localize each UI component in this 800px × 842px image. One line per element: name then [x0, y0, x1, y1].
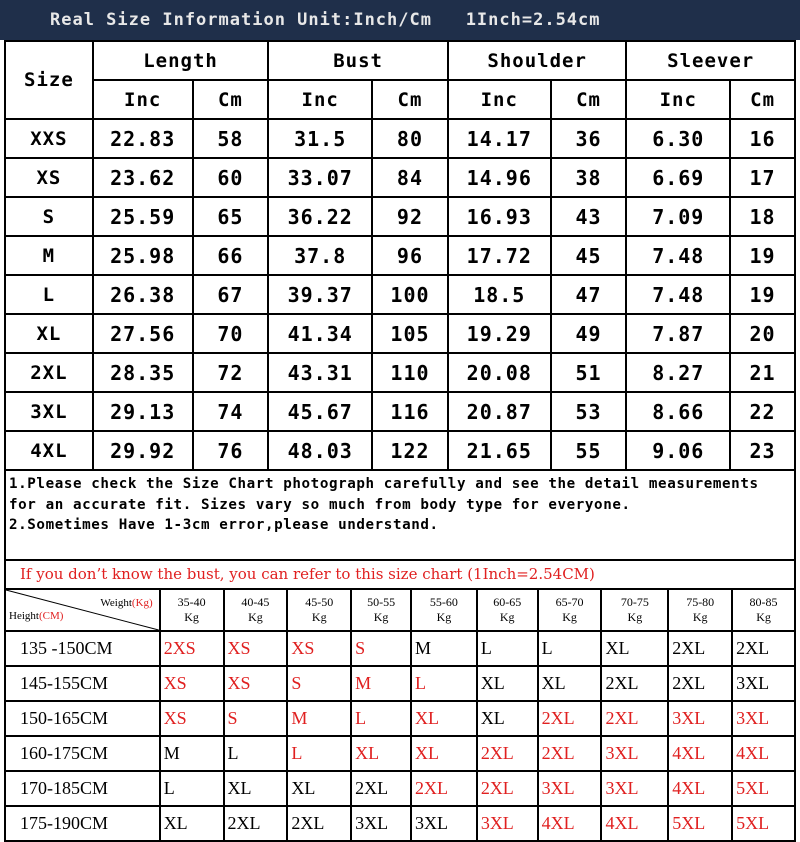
unit-inc-header: Inc — [626, 80, 730, 119]
size-row — [5, 119, 795, 158]
recommended-size-cell: 4XL — [601, 806, 668, 841]
size-row — [5, 236, 795, 275]
inch-value-cell: 16.93 — [448, 197, 551, 236]
height-weight-reference-table — [4, 588, 796, 842]
cm-value-cell: 36 — [551, 119, 627, 158]
recommended-size-cell: 2XL — [601, 666, 668, 701]
weight-range: 50-55 — [367, 595, 396, 609]
recommended-size-cell: L — [477, 631, 538, 666]
inch-value-cell: 8.66 — [626, 392, 730, 431]
recommended-size-cell: 3XL — [732, 701, 795, 736]
recommended-size-cell: XS — [224, 666, 288, 701]
inch-value-cell: 41.34 — [268, 314, 372, 353]
size-cell: XS — [5, 158, 93, 197]
recommended-size-cell: XL — [351, 736, 411, 771]
cm-value-cell: 122 — [372, 431, 448, 470]
inch-value-cell: 7.48 — [626, 236, 730, 275]
weight-range-header — [601, 589, 668, 631]
weight-unit: Kg — [311, 610, 327, 624]
recommended-size-cell: 2XL — [601, 701, 668, 736]
unit-inc-header: Inc — [448, 80, 551, 119]
inch-value-cell: 36.22 — [268, 197, 372, 236]
recommended-size-cell: XL — [477, 666, 538, 701]
size-row — [5, 275, 795, 314]
recommended-size-cell: 3XL — [477, 806, 538, 841]
size-cell: XL — [5, 314, 93, 353]
inch-value-cell: 17.72 — [448, 236, 551, 275]
weight-unit: Kg — [373, 610, 389, 624]
reference-row — [5, 736, 795, 771]
size-row — [5, 392, 795, 431]
weight-range: 55-60 — [429, 595, 458, 609]
cm-value-cell: 43 — [551, 197, 627, 236]
weight-range: 60-65 — [493, 595, 522, 609]
size-row — [5, 197, 795, 236]
recommended-size-cell: L — [411, 666, 477, 701]
cm-value-cell: 21 — [730, 353, 795, 392]
recommended-size-cell: S — [224, 701, 288, 736]
size-row — [5, 158, 795, 197]
cm-value-cell: 74 — [193, 392, 269, 431]
recommended-size-cell: 5XL — [732, 771, 795, 806]
recommended-size-cell: 2XL — [732, 631, 795, 666]
cm-value-cell: 55 — [551, 431, 627, 470]
cm-value-cell: 60 — [193, 158, 269, 197]
unit-inc-header: Inc — [268, 80, 372, 119]
inch-value-cell: 25.59 — [93, 197, 193, 236]
size-row — [5, 353, 795, 392]
cm-value-cell: 65 — [193, 197, 269, 236]
weight-range-header — [668, 589, 732, 631]
recommended-size-cell: XL — [160, 806, 224, 841]
cm-value-cell: 22 — [730, 392, 795, 431]
weight-range: 75-80 — [686, 595, 715, 609]
reference-row — [5, 771, 795, 806]
inch-value-cell: 48.03 — [268, 431, 372, 470]
unit-cm-header: Cm — [193, 80, 269, 119]
inch-value-cell: 21.65 — [448, 431, 551, 470]
recommended-size-cell: M — [287, 701, 351, 736]
size-row — [5, 314, 795, 353]
cm-value-cell: 51 — [551, 353, 627, 392]
cm-value-cell: 58 — [193, 119, 269, 158]
cm-value-cell: 110 — [372, 353, 448, 392]
inch-value-cell: 19.29 — [448, 314, 551, 353]
inch-value-cell: 28.35 — [93, 353, 193, 392]
inch-value-cell: 7.09 — [626, 197, 730, 236]
recommended-size-cell: 4XL — [668, 771, 732, 806]
cm-value-cell: 49 — [551, 314, 627, 353]
weight-unit: Kg — [627, 610, 643, 624]
recommended-size-cell: M — [160, 736, 224, 771]
sleever-header: Sleever — [626, 41, 795, 80]
recommended-size-cell: XS — [287, 631, 351, 666]
cm-value-cell: 96 — [372, 236, 448, 275]
length-header: Length — [93, 41, 269, 80]
inch-value-cell: 27.56 — [93, 314, 193, 353]
inch-value-cell: 43.31 — [268, 353, 372, 392]
size-cell: M — [5, 236, 93, 275]
size-cell: 4XL — [5, 431, 93, 470]
recommended-size-cell: 2XL — [477, 771, 538, 806]
recommended-size-cell: 4XL — [538, 806, 602, 841]
recommended-size-cell: XS — [160, 666, 224, 701]
recommended-size-cell: XL — [411, 736, 477, 771]
height-label: Height(CM) — [9, 610, 64, 622]
weight-range: 80-85 — [749, 595, 778, 609]
weight-unit: Kg — [562, 610, 577, 624]
inch-value-cell: 39.37 — [268, 275, 372, 314]
weight-unit: Kg — [436, 610, 452, 624]
weight-range: 45-50 — [305, 595, 334, 609]
cm-value-cell: 76 — [193, 431, 269, 470]
recommended-size-cell: M — [411, 631, 477, 666]
recommended-size-cell: L — [287, 736, 351, 771]
recommended-size-cell: 3XL — [351, 806, 411, 841]
inch-value-cell: 18.5 — [448, 275, 551, 314]
cm-value-cell: 70 — [193, 314, 269, 353]
inch-value-cell: 25.98 — [93, 236, 193, 275]
cm-value-cell: 23 — [730, 431, 795, 470]
bust-header: Bust — [268, 41, 448, 80]
cm-value-cell: 47 — [551, 275, 627, 314]
cm-value-cell: 66 — [193, 236, 269, 275]
recommended-size-cell: 2XL — [668, 631, 732, 666]
height-range-cell: 160-175CM — [5, 736, 160, 771]
size-header: Size — [5, 41, 93, 119]
recommended-size-cell: 2XL — [668, 666, 732, 701]
weight-unit: Kg — [248, 610, 263, 624]
inch-value-cell: 6.30 — [626, 119, 730, 158]
note-1: 1.Please check the Size Chart photograph carefully and see the detail measurements for an accurate fit. Sizes vary so much from body type for everyone. — [9, 476, 759, 513]
weight-label: Weight(Kg) — [100, 597, 153, 609]
weight-unit: Kg — [184, 610, 199, 624]
recommended-size-cell: 2XL — [477, 736, 538, 771]
inch-value-cell: 8.27 — [626, 353, 730, 392]
cm-value-cell: 53 — [551, 392, 627, 431]
recommended-size-cell: L — [160, 771, 224, 806]
recommended-size-cell: XS — [160, 701, 224, 736]
inch-value-cell: 20.87 — [448, 392, 551, 431]
weight-range-header — [224, 589, 288, 631]
recommended-size-cell: 4XL — [732, 736, 795, 771]
inch-value-cell: 29.13 — [93, 392, 193, 431]
inch-value-cell: 37.8 — [268, 236, 372, 275]
size-cell: L — [5, 275, 93, 314]
cm-value-cell: 100 — [372, 275, 448, 314]
corner-header — [5, 589, 160, 631]
reference-row — [5, 701, 795, 736]
recommended-size-cell: L — [538, 631, 602, 666]
inch-value-cell: 45.67 — [268, 392, 372, 431]
recommended-size-cell: 3XL — [601, 771, 668, 806]
weight-unit: Kg — [756, 610, 771, 624]
recommended-size-cell: L — [351, 701, 411, 736]
reference-row — [5, 666, 795, 701]
inch-value-cell: 22.83 — [93, 119, 193, 158]
weight-range-header — [287, 589, 351, 631]
cm-value-cell: 105 — [372, 314, 448, 353]
cm-value-cell: 19 — [730, 236, 795, 275]
cm-value-cell: 20 — [730, 314, 795, 353]
inch-value-cell: 20.08 — [448, 353, 551, 392]
unit-cm-header: Cm — [551, 80, 627, 119]
recommended-size-cell: 2XL — [224, 806, 288, 841]
cm-value-cell: 16 — [730, 119, 795, 158]
inch-value-cell: 7.87 — [626, 314, 730, 353]
inch-value-cell: 9.06 — [626, 431, 730, 470]
recommended-size-cell: 2XL — [538, 736, 602, 771]
recommended-size-cell: XL — [477, 701, 538, 736]
cm-value-cell: 92 — [372, 197, 448, 236]
inch-value-cell: 33.07 — [268, 158, 372, 197]
note-2: 2.Sometimes Have 1-3cm error,please understand. — [9, 517, 439, 533]
recommended-size-cell: 3XL — [411, 806, 477, 841]
recommended-size-cell: 5XL — [732, 806, 795, 841]
shoulder-header: Shoulder — [448, 41, 627, 80]
recommended-size-cell: 5XL — [668, 806, 732, 841]
weight-unit: Kg — [692, 610, 708, 624]
weight-range-header — [160, 589, 224, 631]
recommended-size-cell: 2XS — [160, 631, 224, 666]
weight-range-header — [411, 589, 477, 631]
inch-value-cell: 6.69 — [626, 158, 730, 197]
reference-row — [5, 631, 795, 666]
recommended-size-cell: 4XL — [668, 736, 732, 771]
weight-range: 40-45 — [241, 595, 270, 609]
unit-cm-header: Cm — [730, 80, 795, 119]
recommended-size-cell: XL — [601, 631, 668, 666]
banner-title: Real Size Information Unit:Inch/Cm 1Inch=2.54cm — [0, 0, 800, 40]
inch-value-cell: 31.5 — [268, 119, 372, 158]
height-range-cell: 135 -150CM — [5, 631, 160, 666]
height-range-cell: 145-155CM — [5, 666, 160, 701]
cm-value-cell: 18 — [730, 197, 795, 236]
recommended-size-cell: S — [287, 666, 351, 701]
cm-value-cell: 38 — [551, 158, 627, 197]
recommended-size-cell: 3XL — [732, 666, 795, 701]
size-cell: 3XL — [5, 392, 93, 431]
recommended-size-cell: 3XL — [668, 701, 732, 736]
cm-value-cell: 17 — [730, 158, 795, 197]
cm-value-cell: 72 — [193, 353, 269, 392]
recommended-size-cell: XS — [224, 631, 288, 666]
unit-cm-header: Cm — [372, 80, 448, 119]
notes-section — [4, 471, 796, 561]
height-range-cell: 175-190CM — [5, 806, 160, 841]
recommended-size-cell: 2XL — [351, 771, 411, 806]
reference-row — [5, 806, 795, 841]
recommended-size-cell: S — [351, 631, 411, 666]
inch-value-cell: 23.62 — [93, 158, 193, 197]
recommended-size-cell: L — [224, 736, 288, 771]
weight-range: 35-40 — [177, 595, 206, 609]
weight-range-header — [732, 589, 795, 631]
weight-range-header — [351, 589, 411, 631]
reference-title: If you don’t know the bust, you can refer to this size chart (1Inch=2.54CM) — [4, 561, 796, 588]
cm-value-cell: 80 — [372, 119, 448, 158]
recommended-size-cell: 3XL — [601, 736, 668, 771]
recommended-size-cell: 2XL — [287, 806, 351, 841]
weight-unit: Kg — [499, 610, 515, 624]
unit-inc-header: Inc — [93, 80, 193, 119]
recommended-size-cell: XL — [287, 771, 351, 806]
inch-value-cell: 14.96 — [448, 158, 551, 197]
weight-range: 70-75 — [620, 595, 649, 609]
cm-value-cell: 116 — [372, 392, 448, 431]
recommended-size-cell: XL — [224, 771, 288, 806]
height-range-cell: 170-185CM — [5, 771, 160, 806]
recommended-size-cell: 3XL — [538, 771, 602, 806]
inch-value-cell: 14.17 — [448, 119, 551, 158]
recommended-size-cell: XL — [411, 701, 477, 736]
size-cell: S — [5, 197, 93, 236]
size-measurement-table — [4, 40, 796, 471]
weight-range-header — [477, 589, 538, 631]
cm-value-cell: 19 — [730, 275, 795, 314]
recommended-size-cell: XL — [538, 666, 602, 701]
weight-range: 65-70 — [555, 595, 584, 609]
cm-value-cell: 84 — [372, 158, 448, 197]
height-range-cell: 150-165CM — [5, 701, 160, 736]
size-cell: 2XL — [5, 353, 93, 392]
recommended-size-cell: M — [351, 666, 411, 701]
inch-value-cell: 26.38 — [93, 275, 193, 314]
size-row — [5, 431, 795, 470]
cm-value-cell: 45 — [551, 236, 627, 275]
size-cell: XXS — [5, 119, 93, 158]
cm-value-cell: 67 — [193, 275, 269, 314]
weight-range-header — [538, 589, 602, 631]
recommended-size-cell: 2XL — [411, 771, 477, 806]
recommended-size-cell: 2XL — [538, 701, 602, 736]
inch-value-cell: 7.48 — [626, 275, 730, 314]
inch-value-cell: 29.92 — [93, 431, 193, 470]
